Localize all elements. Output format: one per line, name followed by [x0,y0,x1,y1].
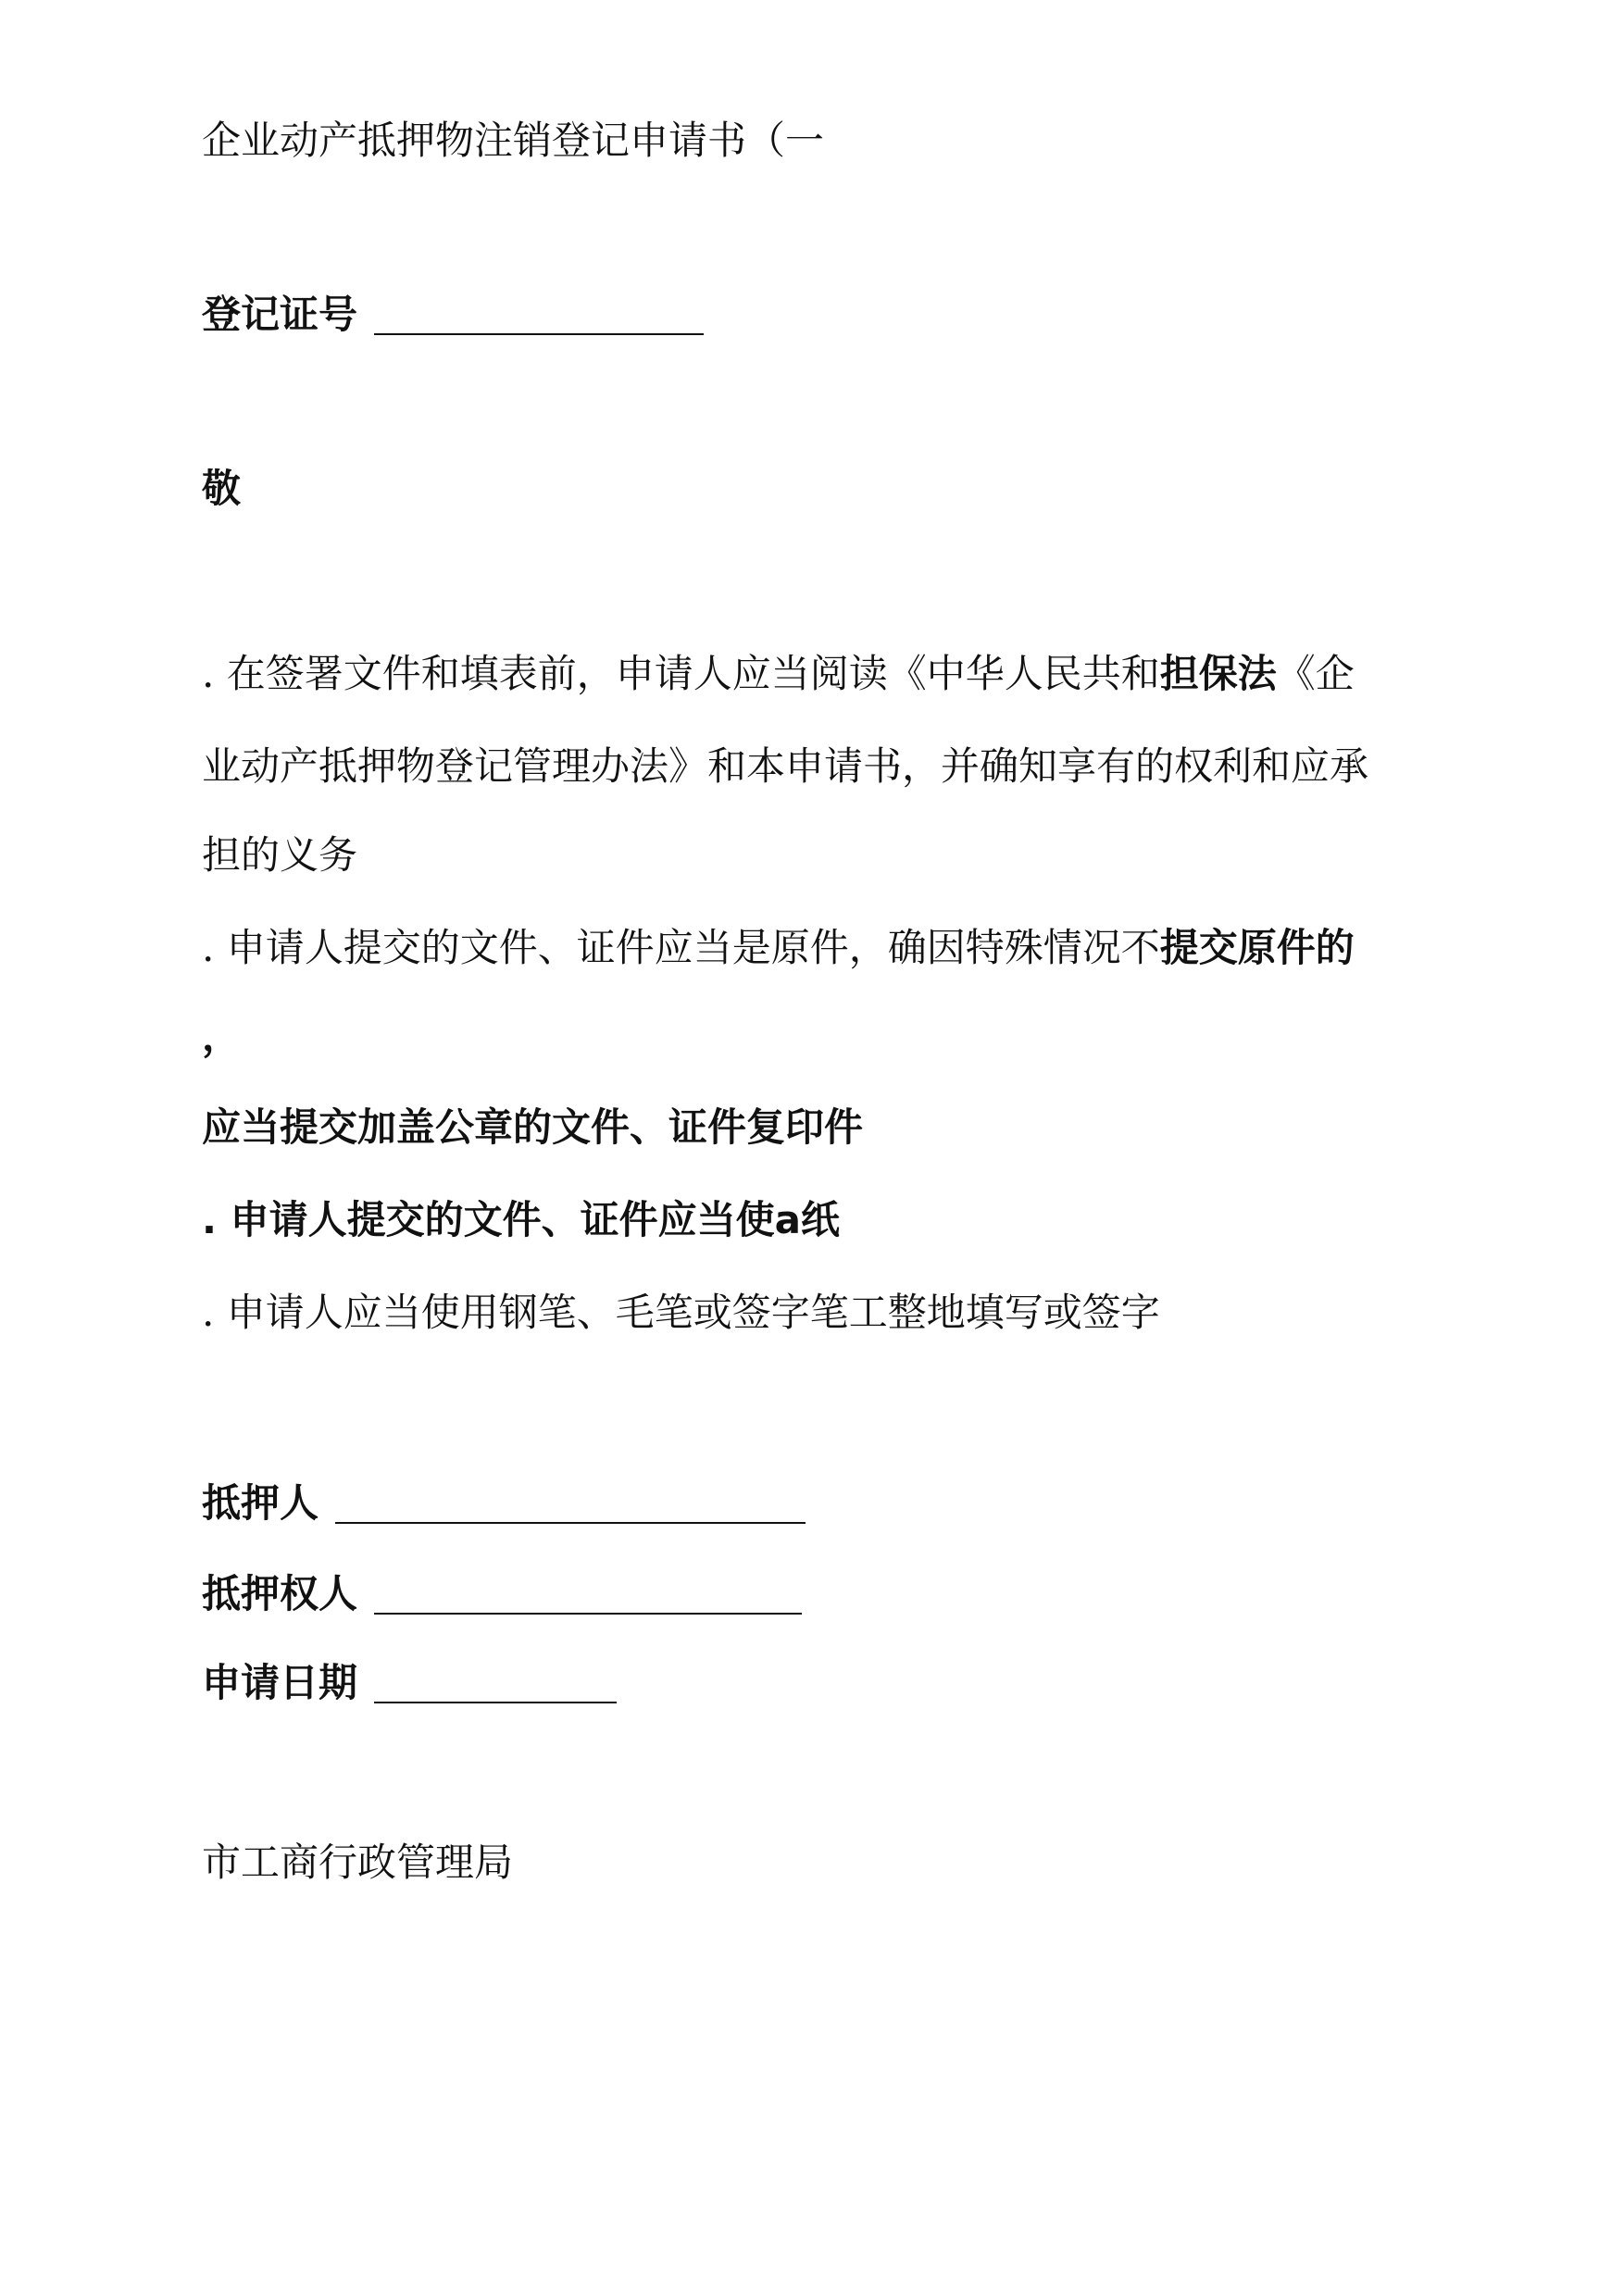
registration-number-label: 登记证号 [202,292,358,337]
instruction-2-line-2: ， [202,1014,242,1059]
mortgagor-field[interactable] [335,1483,806,1524]
instruction-1-line-3: 担的义务 [202,832,358,878]
instruction-2-line-3: 应当提交加盖公章的文件、证件复印件 [202,1104,864,1150]
mortgagee-label: 抵押权人 [202,1571,358,1616]
registration-number-row [202,287,704,341]
instruction-1-line-2: 业动产抵押物登记管理办法》和本申请书，并确知享有的权利和应承 [202,743,1369,789]
application-date-field[interactable] [374,1663,617,1703]
document-title: 企业动产抵押物注销登记申请书（一 [202,118,825,163]
mortgagee-row [202,1566,802,1620]
instruction-2-line-1: . 申请人提交的文件、证件应当是原件，确因特殊情况不提交原件的 [202,925,1355,970]
application-date-row [202,1655,617,1709]
application-date-label: 申请日期 [202,1660,358,1705]
instruction-3: . 申请人提交的文件、证件应当使a纸 [202,1197,840,1242]
mortgagor-row [202,1476,806,1529]
registration-number-field[interactable] [374,294,704,335]
authority-footer: 市工商行政管理局 [202,1840,514,1885]
mortgagor-label: 抵押人 [202,1480,319,1526]
instruction-4: . 申请人应当使用钢笔、毛笔或签字笔工整地填写或签字 [202,1290,1160,1335]
instruction-1-line-1: . 在签署文件和填表前，申请人应当阅读《中华人民共和担保法《企 [202,651,1355,696]
salutation: 敬 [202,466,242,511]
mortgagee-field[interactable] [374,1574,802,1615]
